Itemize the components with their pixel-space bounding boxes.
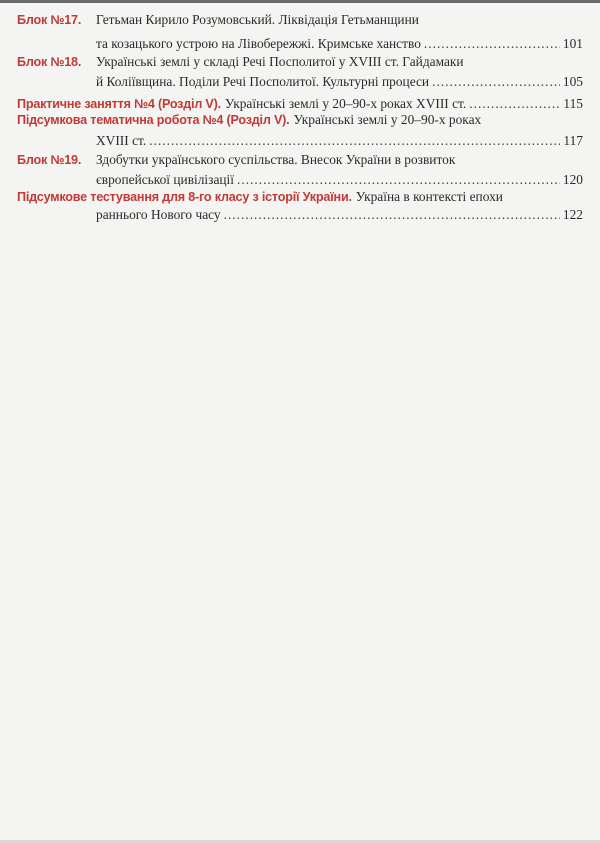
toc-label-final-test: Підсумкове тестування для 8-го класу з історії України. [17, 190, 352, 204]
toc-entry-block-17[interactable] [96, 36, 583, 52]
toc-title-line: Українські землі у 20–90-х роках [293, 112, 482, 127]
page-number: 101 [562, 36, 583, 51]
toc-title-line: європейської цивілізації [96, 172, 234, 187]
leader-dots [237, 172, 560, 188]
leader-dots [424, 36, 560, 52]
toc-title-line: Українські землі у складі Речі Посполитої у XVIII ст. Гайдамаки [96, 54, 464, 69]
toc-title-line: XVIII ст. [96, 133, 147, 148]
toc-title-line: раннього Нового часу [96, 207, 221, 222]
toc-label-block-18: Блок №18. [17, 55, 82, 69]
toc-entry-final-work[interactable] [96, 133, 583, 149]
toc-title-line: Україна в контексті епохи [355, 189, 503, 204]
leader-dots [149, 133, 560, 149]
toc-title-line: Гетьман Кирило Розумовський. Ліквідація Гетьманщини [96, 12, 419, 27]
leader-dots [224, 207, 560, 223]
toc-entry-final-work-line1 [17, 112, 481, 128]
leader-dots [469, 96, 560, 112]
page-number: 120 [562, 172, 583, 187]
page-number: 122 [562, 207, 583, 222]
toc-entry-block-19[interactable] [96, 172, 583, 188]
toc-entry-block-18[interactable] [96, 74, 583, 90]
toc-entry-final-test-line1 [17, 189, 503, 205]
toc-label-final-work: Підсумкова тематична робота №4 (Розділ V). [17, 113, 290, 127]
toc-entry-practical-4[interactable] [17, 96, 583, 112]
page-number: 117 [563, 133, 583, 148]
leader-dots [432, 74, 560, 90]
toc-label-block-19: Блок №19. [17, 153, 82, 167]
toc-title-line: Українські землі у 20–90-х роках XVIII ст. [224, 96, 467, 111]
toc-title-line: й Коліївщина. Поділи Речі Посполитої. Культурні процеси [96, 74, 430, 89]
toc-label-practical: Практичне заняття №4 (Розділ V). [17, 97, 221, 111]
toc-title-line: та козацького устрою на Лівобережжі. Кримське ханство [96, 36, 421, 51]
toc-entry-final-test[interactable] [96, 207, 583, 223]
toc-title-line: Здобутки українського суспільства. Внесок України в розвиток [96, 152, 456, 167]
page-number: 115 [563, 96, 583, 111]
page-number: 105 [562, 74, 583, 89]
toc-label-block-17: Блок №17. [17, 13, 82, 27]
